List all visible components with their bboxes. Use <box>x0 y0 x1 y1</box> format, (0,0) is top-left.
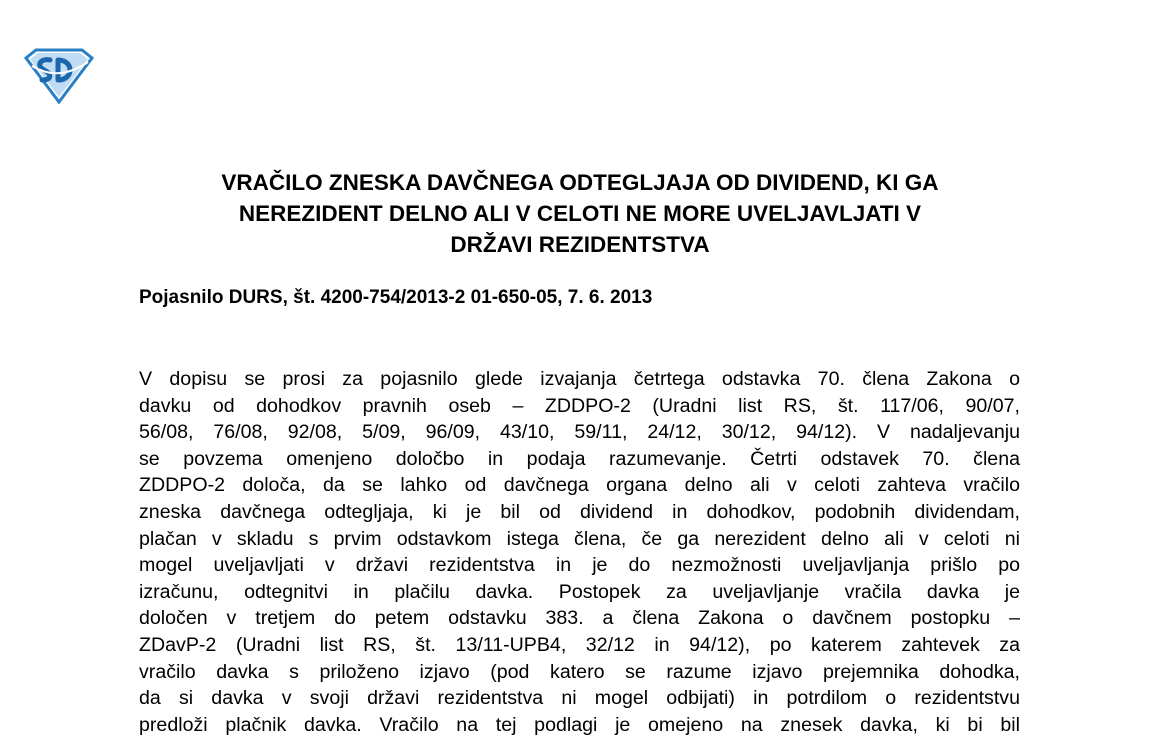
paragraph-line: izračunu, odtegnitvi in plačilu davka. Postopek za uveljavljanje vračila davka je <box>139 580 1020 603</box>
paragraph-line: ZDDPO-2 določa, da se lahko od davčnega organa delno ali v celoti zahteva vračilo <box>139 474 1020 497</box>
paragraph-line: 56/08, 76/08, 92/08, 5/09, 96/09, 43/10, 59/11, 24/12, 30/12, 94/12). V nadaljevanju <box>139 421 1020 444</box>
body-paragraph <box>139 366 1020 738</box>
paragraph-line: se povzema omenjeno določbo in podaja razumevanje. Četrti odstavek 70. člena <box>139 447 1020 470</box>
sd-diamond-logo-icon <box>22 48 96 104</box>
paragraph-line: mogel uveljavljati v državi rezidentstva in je do nezmožnosti uveljavljanja prišlo po <box>139 554 1020 577</box>
title-line: NEREZIDENT DELNO ALI V CELOTI NE MORE UVELJAVLJATI V <box>238 201 922 226</box>
paragraph-line: da si davka v svoji državi rezidentstva ni mogel odbijati) in potrdilom o rezidentstvu <box>139 687 1020 710</box>
paragraph-line: ZDavP-2 (Uradni list RS, št. 13/11-UPB4, 32/12 in 94/12), po katerem zahtevek za <box>139 633 1020 656</box>
reference-line: Pojasnilo DURS, št. 4200-754/2013-2 01-650-05, 7. 6. 2013 <box>139 287 653 308</box>
paragraph-line: predloži plačnik davka. Vračilo na tej podlagi je omejeno na znesek davka, ki bi bil <box>139 713 1020 736</box>
paragraph-line: zneska davčnega odtegljaja, ki je bil od dividend in dohodkov, podobnih dividendam, <box>139 500 1020 523</box>
document-title <box>138 167 1022 260</box>
paragraph-line: vračilo davka s priloženo izjavo (pod katero se razume izjavo prejemnika dohodka, <box>139 660 1020 683</box>
title-line: DRŽAVI REZIDENTSTVA <box>450 232 710 257</box>
paragraph-line: V dopisu se prosi za pojasnilo glede izvajanja četrtega odstavka 70. člena Zakona o <box>139 368 1020 390</box>
paragraph-line: plačan v skladu s prvim odstavkom istega člena, če ga nerezident delno ali v celoti ni <box>139 527 1020 550</box>
paragraph-line: določen v tretjem do petem odstavku 383. a člena Zakona o davčnem postopku – <box>139 607 1020 630</box>
title-line: VRAČILO ZNESKA DAVČNEGA ODTEGLJAJA OD DIVIDEND, KI GA <box>221 170 939 195</box>
paragraph-line: davku od dohodkov pravnih oseb – ZDDPO-2 (Uradni list RS, št. 117/06, 90/07, <box>139 394 1020 417</box>
sd-logo <box>22 48 96 104</box>
